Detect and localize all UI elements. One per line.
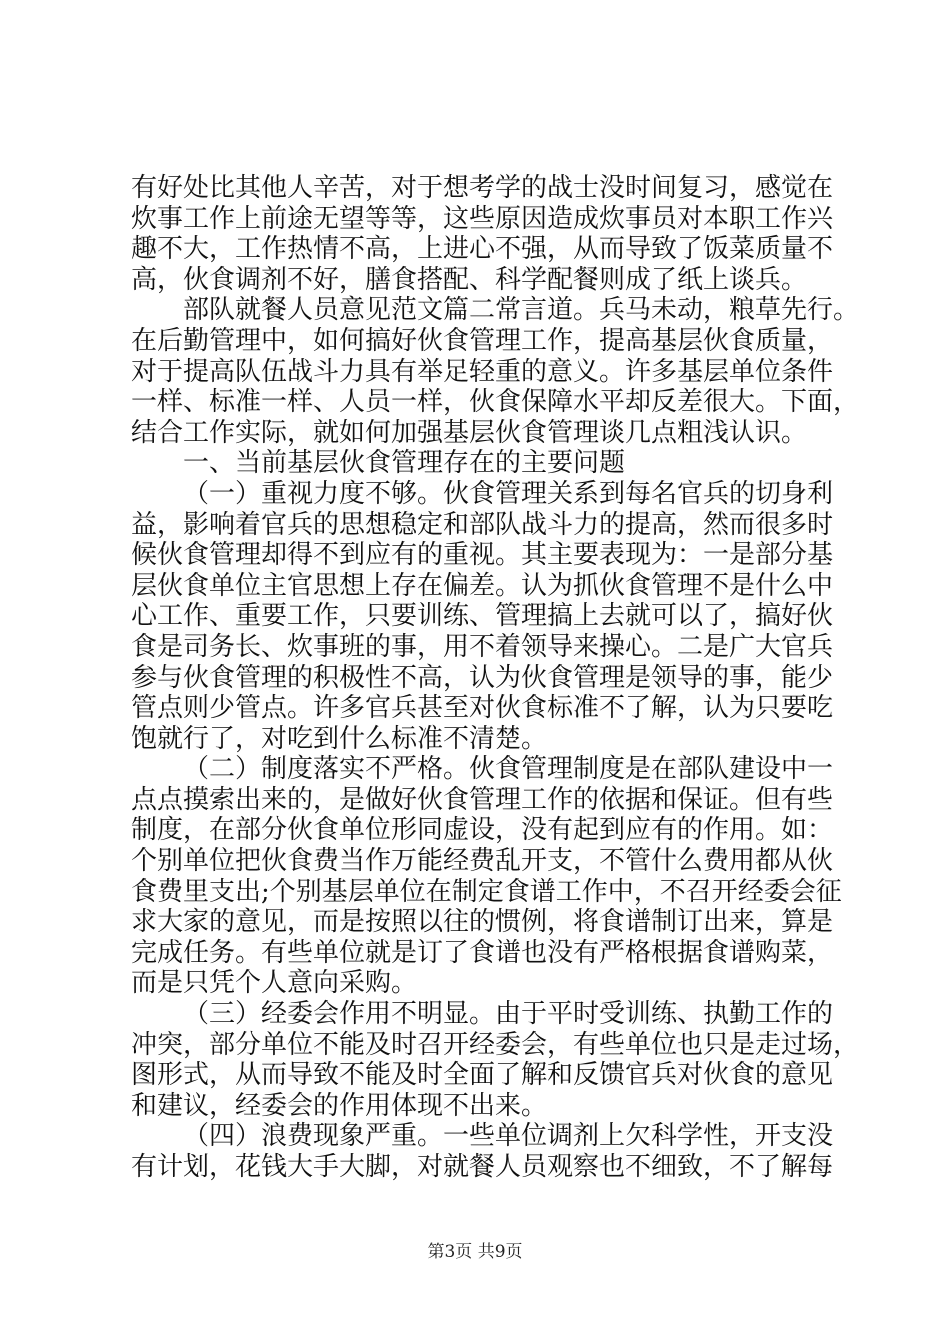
text-line: 求大家的意见，而是按照以往的惯例，将食谱制订出来，算是 <box>131 907 834 938</box>
text-line: 趣不大，工作热情不高，上进心不强，从而导致了饭菜质量不 <box>131 234 834 265</box>
text-line: 一样、标准一样、人员一样，伙食保障水平却反差很大。下面， <box>131 387 860 418</box>
text-line: 候伙食管理却得不到应有的重视。其主要表现为：一是部分基 <box>131 540 834 571</box>
text-line: 冲突，部分单位不能及时召开经委会，有些单位也只是走过场， <box>131 1029 860 1060</box>
text-line: （一）重视力度不够。伙食管理关系到每名官兵的切身利 <box>183 478 834 509</box>
page-footer <box>0 1237 950 1262</box>
text-line: 制度，在部分伙食单位形同虚设，没有起到应有的作用。如： <box>131 815 834 846</box>
text-line: （四）浪费现象严重。一些单位调剂上欠科学性，开支没 <box>183 1121 834 1152</box>
text-line: 对于提高队伍战斗力具有举足轻重的意义。许多基层单位条件 <box>131 356 834 387</box>
page-number: 第3页 共9页 <box>427 1242 523 1262</box>
text-line: 食是司务长、炊事班的事，用不着领导来操心。二是广大官兵 <box>131 631 834 662</box>
text-line: 而是只凭个人意向采购。 <box>131 968 418 999</box>
text-line: 炊事工作上前途无望等等，这些原因造成炊事员对本职工作兴 <box>131 203 834 234</box>
document-body <box>131 173 860 1183</box>
text-line: 食费里支出;个别基层单位在制定食谱工作中，不召开经委会征 <box>131 876 842 907</box>
text-line: 心工作、重要工作，只要训练、管理搞上去就可以了，搞好伙 <box>131 601 834 632</box>
text-line: 结合工作实际，就如何加强基层伙食管理谈几点粗浅认识。 <box>131 417 808 448</box>
text-line: 完成任务。有些单位就是订了食谱也没有严格根据食谱购菜， <box>131 937 834 968</box>
text-line: 有好处比其他人辛苦，对于想考学的战士没时间复习，感觉在 <box>131 173 834 203</box>
text-line: 益，影响着官兵的思想稳定和部队战斗力的提高，然而很多时 <box>131 509 834 540</box>
text-line: 点点摸索出来的，是做好伙食管理工作的依据和保证。但有些 <box>131 784 834 815</box>
text-line: 参与伙食管理的积极性不高，认为伙食管理是领导的事，能少 <box>131 662 834 693</box>
text-line: （二）制度落实不严格。伙食管理制度是在部队建设中一 <box>183 754 834 785</box>
text-line: 在后勤管理中，如何搞好伙食管理工作，提高基层伙食质量， <box>131 325 834 356</box>
text-line: 和建议，经委会的作用体现不出来。 <box>131 1090 548 1121</box>
text-line: 部队就餐人员意见范文篇二常言道。兵马未动，粮草先行。 <box>183 295 860 326</box>
text-line: 饱就行了，对吃到什么标准不清楚。 <box>131 723 548 754</box>
text-line: 个别单位把伙食费当作万能经费乱开支，不管什么费用都从伙 <box>131 846 834 877</box>
text-line: 管点则少管点。许多官兵甚至对伙食标准不了解，认为只要吃 <box>131 693 834 724</box>
text-line: 层伙食单位主官思想上存在偏差。认为抓伙食管理不是什么中 <box>131 570 834 601</box>
text-line: 图形式，从而导致不能及时全面了解和反馈官兵对伙食的意见 <box>131 1060 834 1091</box>
text-line: 高，伙食调剂不好，膳食搭配、科学配餐则成了纸上谈兵。 <box>131 264 808 295</box>
text-line: 一、当前基层伙食管理存在的主要问题 <box>183 448 626 479</box>
text-line: （三）经委会作用不明显。由于平时受训练、执勤工作的 <box>183 999 834 1030</box>
text-line: 有计划，花钱大手大脚，对就餐人员观察也不细致，不了解每 <box>131 1152 834 1182</box>
